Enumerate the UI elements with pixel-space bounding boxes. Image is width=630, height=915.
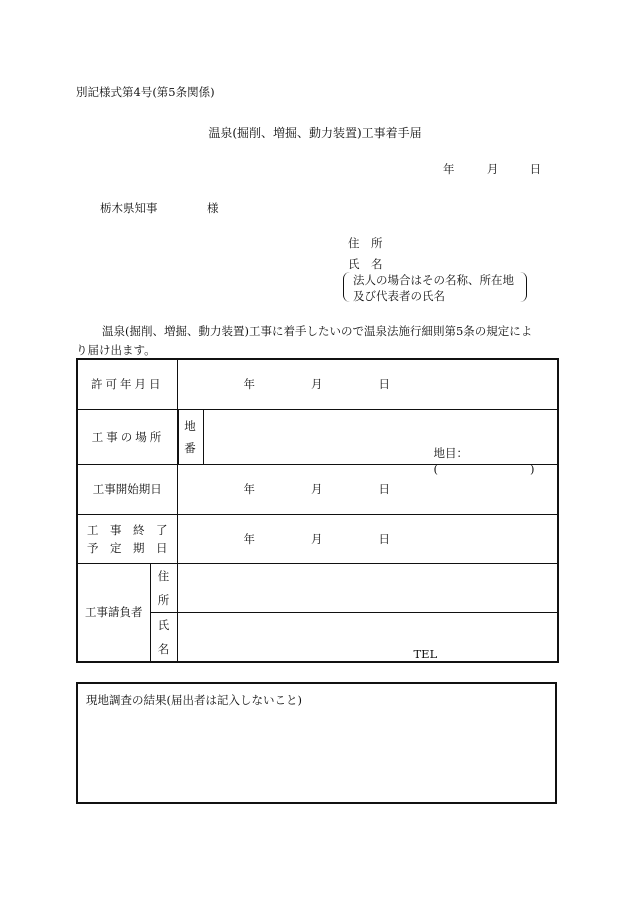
start-date-label: 工事開始期日 xyxy=(77,464,177,514)
lot-label-1: 地 xyxy=(184,418,196,433)
end-date-field[interactable] xyxy=(177,514,558,563)
contractor-name-row xyxy=(77,612,558,662)
site-field[interactable] xyxy=(177,409,558,476)
permit-year: 年 xyxy=(243,377,255,392)
start-day: 日 xyxy=(378,482,390,496)
permit-date-label: 許可年月日 xyxy=(77,359,177,409)
honorific: 様 xyxy=(207,201,219,215)
contractor-address-row xyxy=(77,563,558,612)
end-date-label-2: 予 定 期 日 xyxy=(87,540,168,555)
addressee: 栃木県知事 xyxy=(100,201,158,215)
form-reference: 別記様式第4号(第5条関係) xyxy=(76,85,215,99)
contractor-name-1: 氏 xyxy=(157,617,170,632)
end-date-label-1: 工 事 終 了 xyxy=(87,522,168,537)
body-text-line2: り届け出ます。 xyxy=(76,343,156,357)
date-year: 年 xyxy=(443,162,455,176)
lot-label-2: 番 xyxy=(184,440,196,455)
applicant-note-line2: 及び代表者の氏名 xyxy=(353,289,445,303)
document-title: 温泉(掘削、増掘、動力装置)工事着手届 xyxy=(208,126,422,140)
inspection-result-box[interactable] xyxy=(76,682,557,804)
body-text-line1: 温泉(掘削、増掘、動力装置)工事に着手したいので温泉法施行細則第5条の規定によ xyxy=(102,324,533,338)
site-label: 工事の場所 xyxy=(78,410,179,464)
date-month: 月 xyxy=(486,162,499,176)
applicant-name-label: 氏 名 xyxy=(348,257,383,271)
date-day: 日 xyxy=(529,162,542,176)
permit-date-row xyxy=(77,359,558,409)
end-year: 年 xyxy=(243,531,255,546)
tel-label: TEL xyxy=(413,646,438,661)
permit-month: 月 xyxy=(311,377,323,392)
permit-date-field[interactable] xyxy=(177,359,558,409)
end-month: 月 xyxy=(311,531,323,546)
contractor-name-field[interactable] xyxy=(177,612,558,662)
application-table xyxy=(76,358,559,663)
site-row xyxy=(77,409,558,464)
applicant-address-label: 住 所 xyxy=(348,236,383,250)
applicant-note-line1: 法人の場合はその名称、所在地 xyxy=(353,273,514,287)
permit-day: 日 xyxy=(378,377,390,392)
start-year: 年 xyxy=(243,482,255,496)
end-date-row xyxy=(77,514,558,563)
start-month: 月 xyxy=(311,482,323,496)
submission-date xyxy=(443,161,541,177)
contractor-address-field[interactable] xyxy=(177,563,558,612)
contractor-addr-2: 所 xyxy=(157,592,170,607)
land-category: 地目：( ) xyxy=(433,445,535,476)
contractor-label: 工事請負者 xyxy=(77,563,150,662)
contractor-addr-1: 住 xyxy=(157,568,170,583)
end-day: 日 xyxy=(378,531,390,546)
inspection-result-label: 現地調査の結果(届出者は記入しないこと) xyxy=(86,693,302,707)
contractor-name-2: 名 xyxy=(157,641,170,656)
